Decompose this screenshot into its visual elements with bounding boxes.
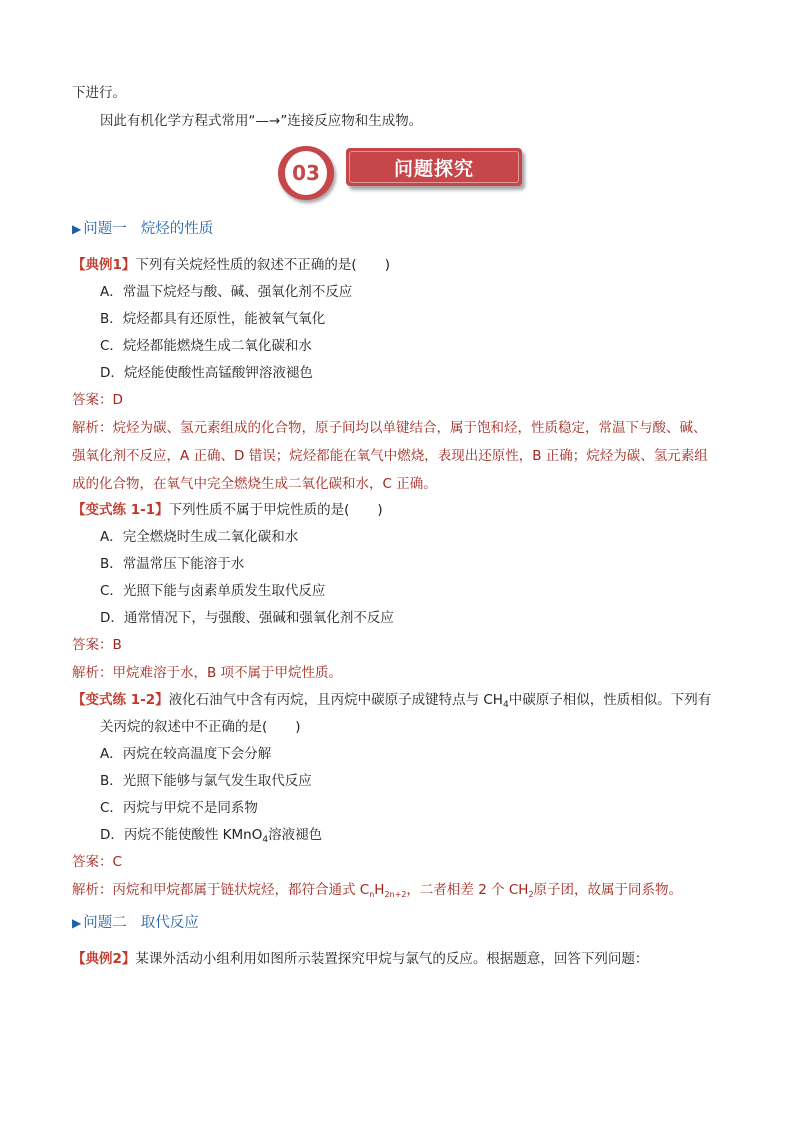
banner-title-bar <box>346 148 522 186</box>
intro-text-b: ”连接反应物和生成物。 <box>280 113 423 129</box>
section-label: 问题一 <box>83 221 127 237</box>
option-a: A．丙烷在较高温度下会分解 <box>100 746 272 762</box>
section-title: 取代反应 <box>140 915 199 931</box>
analysis-line-1: 解析：烷烃为碳、氢元素组成的化合物，原子间均以单键结合，属于饱和烃，性质稳定，常温下与酸、碱、 <box>72 420 707 436</box>
analysis-line-2: 强氧化剂不反应，A 正确、D 错误；烷烃都能在氧气中燃烧，表现出还原性，B 正确；烷烃为碳、氢元素组 <box>72 448 708 464</box>
option-c: C．光照下能与卤素单质发生取代反应 <box>100 583 326 599</box>
option-c: C．丙烷与甲烷不是同系物 <box>100 800 258 816</box>
option-c: C．烷烃都能燃烧生成二氧化碳和水 <box>100 338 312 354</box>
example-2-question <box>72 950 648 968</box>
arrow-symbol: —→ <box>255 113 281 129</box>
section-banner <box>274 144 534 200</box>
answer: 答案：D <box>72 392 123 408</box>
banner-title: 问题探究 <box>349 151 519 183</box>
option-d-text-b: 溶液褪色 <box>268 827 323 843</box>
section-label: 问题二 <box>83 915 127 931</box>
banner-number: 03 <box>292 161 320 185</box>
triangle-bullet-icon: ▶ <box>72 916 82 930</box>
question-paren-close: ) <box>377 502 383 518</box>
example-tag: 【典例1】 <box>72 257 136 273</box>
subscript: 2 <box>528 890 534 899</box>
subscript: n <box>369 890 375 899</box>
subscript: 4 <box>262 835 269 845</box>
variant-tag: 【变式练 1-2】 <box>72 692 169 708</box>
option-b: B．烷烃都具有还原性，能被氧气氧化 <box>100 311 326 327</box>
answer: 答案：C <box>72 854 122 870</box>
question-paren-close: ) <box>384 257 390 273</box>
section-heading-1 <box>72 220 213 238</box>
option-d-text-a: D．丙烷不能使酸性 KMnO <box>100 827 263 843</box>
section-title: 烷烃的性质 <box>140 221 214 237</box>
answer: 答案：B <box>72 637 122 653</box>
variant-1-2-question-line-2 <box>100 718 301 736</box>
intro-line-2 <box>100 112 422 130</box>
option-b: B．光照下能够与氯气发生取代反应 <box>100 773 312 789</box>
question-paren-close: ) <box>295 719 301 735</box>
analysis-text-a: 解析：丙烷和甲烷都属于链状烷烃，都符合通式 C <box>72 882 370 898</box>
option-d: D．通常情况下，与强酸、强碱和强氧化剂不反应 <box>100 610 394 626</box>
option-a: A．常温下烷烃与酸、碱、强氧化剂不反应 <box>100 284 353 300</box>
example-1-question <box>72 256 390 274</box>
option-a: A．完全燃烧时生成二氧化碳和水 <box>100 529 299 545</box>
variant-1-2-question <box>72 691 711 714</box>
analysis-text-c: ，二者相差 2 个 CH <box>406 882 529 898</box>
analysis-line-3: 成的化合物，在氧气中完全燃烧生成二氧化碳和水，C 正确。 <box>72 476 437 492</box>
subscript: 4 <box>502 700 509 710</box>
question-text: 关丙烷的叙述中不正确的是( <box>100 719 268 735</box>
variant-tag: 【变式练 1-1】 <box>72 502 169 518</box>
question-text: 某课外活动小组利用如图所示装置探究甲烷与氯气的反应。根据题意，回答下列问题： <box>135 951 649 967</box>
intro-line-1: 下进行。 <box>72 85 126 101</box>
subscript: 2n+2 <box>384 890 407 899</box>
intro-text-a: 因此有机化学方程式常用“ <box>100 113 256 129</box>
option-b: B．常温常压下能溶于水 <box>100 556 245 572</box>
section-heading-2 <box>72 914 199 932</box>
analysis-text-d: 原子团，故属于同系物。 <box>533 882 683 898</box>
example-tag: 【典例2】 <box>72 951 136 967</box>
analysis-text-b: H <box>374 882 385 898</box>
triangle-bullet-icon: ▶ <box>72 222 82 236</box>
option-d <box>100 826 322 849</box>
analysis-line-1 <box>72 881 682 904</box>
question-text: 下列有关烷烃性质的叙述不正确的是( <box>135 257 357 273</box>
question-text-b: 中碳原子相似，性质相似。下列有 <box>508 692 712 708</box>
banner-number-badge <box>278 146 334 200</box>
analysis-line-1: 解析：甲烷难溶于水，B 项不属于甲烷性质。 <box>72 665 343 681</box>
question-text: 下列性质不属于甲烷性质的是( <box>168 502 350 518</box>
option-d: D．烷烃能使酸性高锰酸钾溶液褪色 <box>100 365 313 381</box>
variant-1-1-question <box>72 501 383 519</box>
question-text-a: 液化石油气中含有丙烷，且丙烷中碳原子成键特点与 CH <box>168 692 503 708</box>
